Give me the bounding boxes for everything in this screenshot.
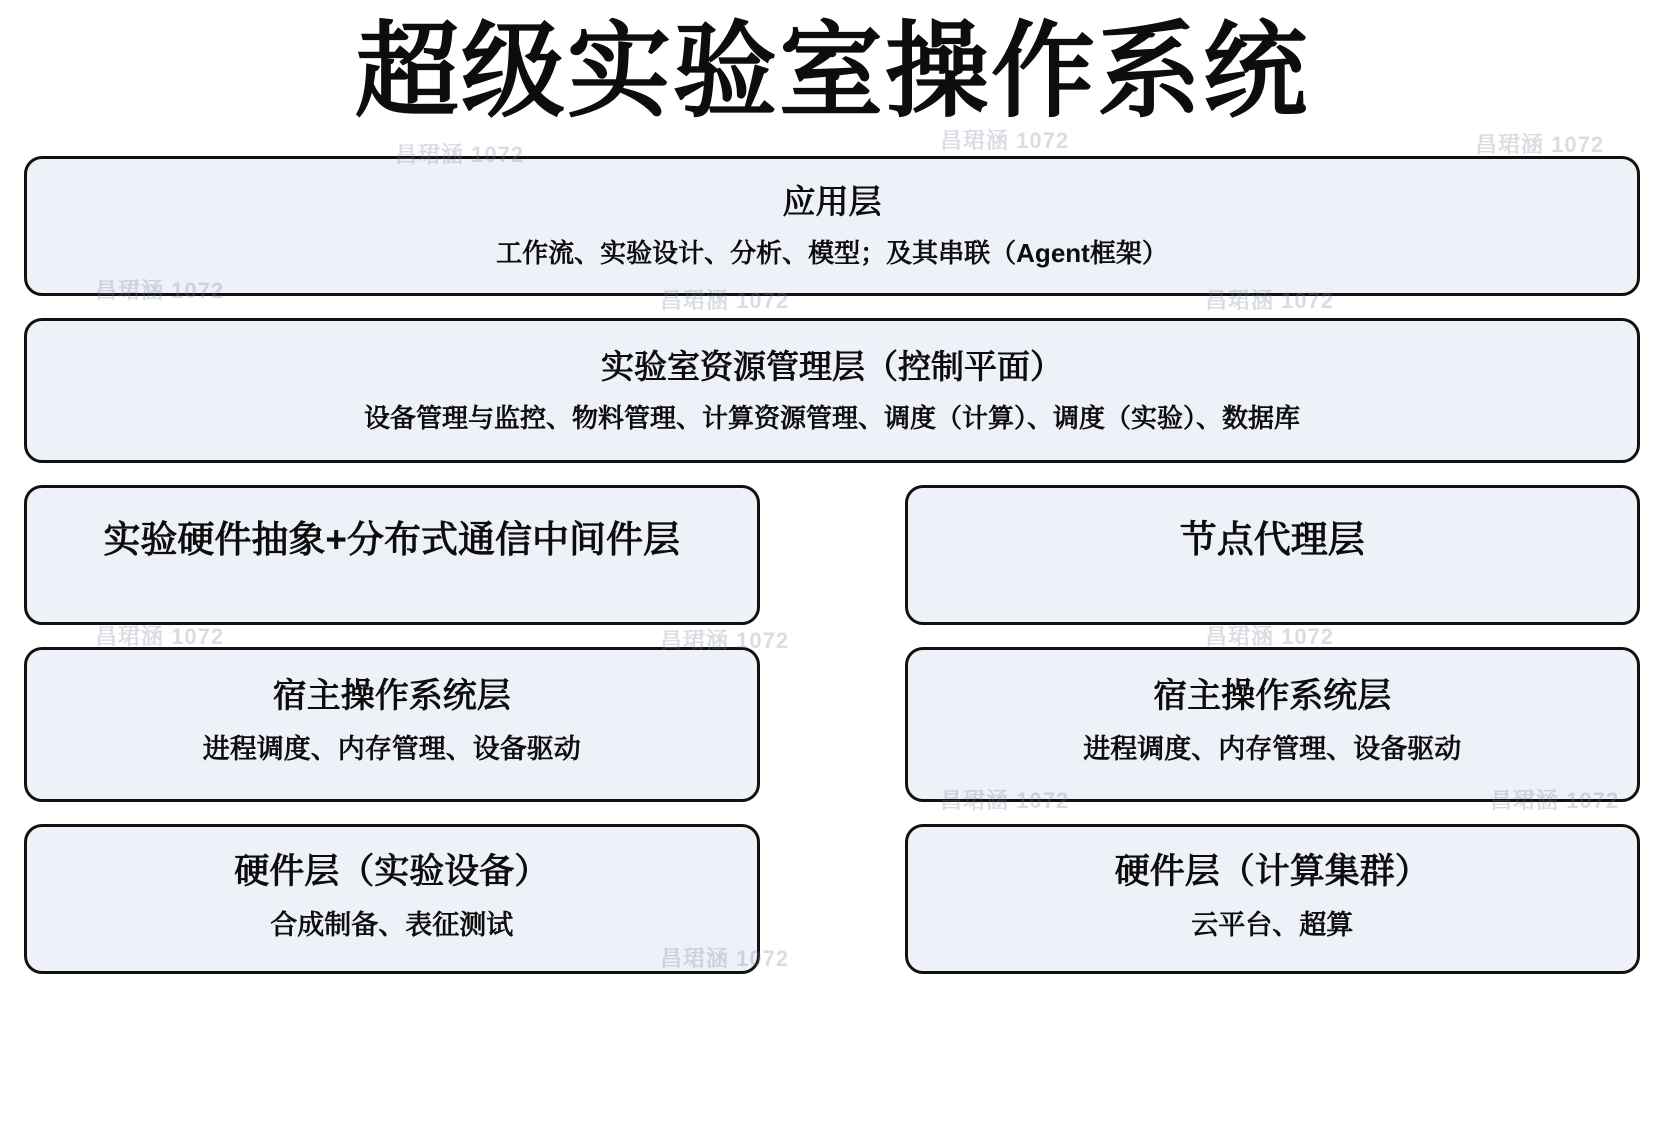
layer-subtitle-hardware-compute-cluster: 云平台、超算 (1191, 909, 1354, 940)
layer-box-hardware-compute-cluster (905, 824, 1641, 974)
watermark: 昌珺涵 1072 (940, 128, 1070, 153)
layer-box-hardware-abstraction-middleware (24, 485, 760, 625)
layer-title-hardware-lab-equipment: 硬件层（实验设备） (234, 852, 550, 892)
layer-subtitle-resource-management: 设备管理与监控、物料管理、计算资源管理、调度（计算）、调度（实验）、数据库 (363, 402, 1300, 433)
layer-subtitle-host-os-right: 进程调度、内存管理、设备驱动 (1083, 733, 1462, 764)
layer-box-host-os-left (24, 647, 760, 802)
row-host-os (24, 647, 1640, 802)
layer-subtitle-hardware-lab-equipment: 合成制备、表征测试 (270, 909, 514, 940)
layer-title-resource-management: 实验室资源管理层（控制平面） (601, 347, 1063, 385)
watermark: 昌珺涵 1072 (1490, 788, 1620, 813)
row-hardware (24, 824, 1640, 974)
watermark: 昌珺涵 1072 (95, 624, 225, 649)
row-middleware (24, 485, 1640, 625)
layer-box-node-agent (905, 485, 1641, 625)
layer-subtitle-application: 工作流、实验设计、分析、模型；及其串联（Agent框架） (496, 238, 1168, 269)
watermark: 昌珺涵 1072 (95, 278, 225, 303)
watermark: 昌珺涵 1072 (940, 788, 1070, 813)
layer-title-host-os-left: 宿主操作系统层 (272, 677, 511, 716)
watermark: 昌珺涵 1072 (660, 946, 790, 971)
layer-box-hardware-lab-equipment (24, 824, 760, 974)
diagram-canvas (0, 2, 1664, 1122)
watermark: 昌珺涵 1072 (1475, 132, 1605, 157)
layer-title-host-os-right: 宿主操作系统层 (1153, 677, 1392, 716)
layer-title-hardware-compute-cluster: 硬件层（计算集群） (1114, 852, 1430, 892)
watermark: 昌珺涵 1072 (395, 142, 525, 167)
page-title: 超级实验室操作系统 (354, 14, 1309, 130)
layer-box-application (24, 156, 1640, 296)
watermark: 昌珺涵 1072 (1205, 288, 1335, 313)
watermark: 昌珺涵 1072 (1205, 624, 1335, 649)
watermark: 昌珺涵 1072 (660, 288, 790, 313)
layer-title-node-agent: 节点代理层 (1179, 519, 1365, 561)
watermark: 昌珺涵 1072 (660, 628, 790, 653)
layer-title-hardware-abstraction-middleware: 实验硬件抽象+分布式通信中间件层 (103, 519, 681, 561)
layer-title-application: 应用层 (782, 183, 882, 221)
layer-box-resource-management (24, 318, 1640, 463)
layer-subtitle-host-os-left: 进程调度、内存管理、设备驱动 (202, 733, 581, 764)
layer-box-host-os-right (905, 647, 1641, 802)
